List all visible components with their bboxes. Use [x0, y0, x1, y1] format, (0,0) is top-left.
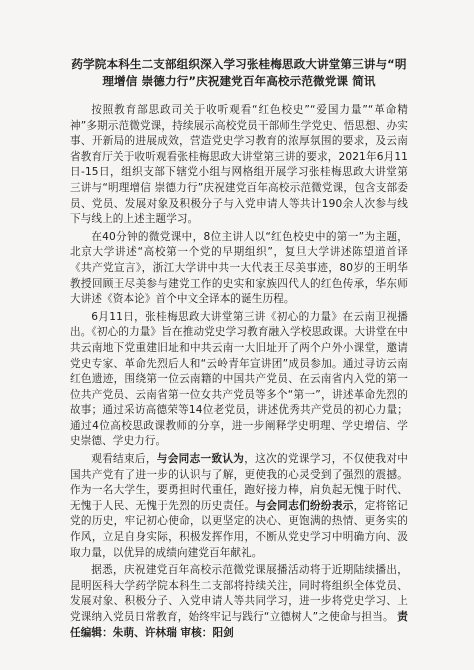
paragraph-4	[70, 452, 408, 561]
paragraph-4-start: 观看结束后，	[91, 453, 157, 466]
paragraph-2: 在40分钟的微党课中，8位主讲人以“红色校史中的第一”为主题，北京大学讲述“高校第一个党的早期组织”，复旦大学讲述陈望道首译《共产党宣言》，浙江大学讲中共一大代表王尽美事迹，80岁的王明华教授回顾王尽美参与建党工作的史实和家族四代人的红色传承，华东师大讲述《资本论》首个中文全译本的诞生历程。	[70, 230, 408, 306]
paragraph-4-end: ，定将铭记党的历史，牢记初心使命，以更坚定的决心、更饱满的热情、更务实的作风，立足自身实际，积极发挥作用，不断从党史学习中明确方向、汲取力量，以优异的成绩向建党百年献礼。	[70, 499, 409, 559]
paragraph-4-emphasis-1: 与会同志一致认为	[156, 453, 245, 466]
editor-credit: 责任编辑：朱萌、许林瑞	[70, 611, 408, 639]
paragraph-5-text: 据悉，庆祝建党百年高校示范微党课展播活动将于近期陆续播出，昆明医科大学药学院本科生二支部将持续关注，同时将组织全体党员、发展对象、积极分子、入党申请人等共同学习，进一步将党史学习、上党课纳入党员日常教育，始终牢记与践行“立德树人”之使命与担当。	[70, 564, 408, 623]
paragraph-4-middle: ，这次的党课学习，不仅使我对中国共产党有了进一步的认识与了解，更使我的心灵受到了强烈的震撼。作为一名大学生，要勇担时代重任，跑好接力棒，肩负起无愧于时代、无愧于人民、无愧于先烈的历史责任。	[70, 453, 408, 512]
paragraph-3: 6月11日，张桂梅思政大讲堂第三讲《初心的力量》在云南卫视播出。《初心的力量》旨在推动党史学习教育融入学校思政课。大讲堂在中共云南地下党重建旧址和中共云南一大旧址开了两个户外小课堂，邀请党史专家、革命先烈后人和“云岭青年宣讲团”成员参加。通过寻访云南红色遗迹，围绕第一位云南籍的中国共产党员、在云南省内入党的第一位共产党员、云南省第一位女共产党员等多个“第一”，讲述革命先烈的故事；通过采访高德荣等14位老党员，讲述优秀共产党员的初心力量；通过4位高校思政课教师的分享，进一步阐释学史明理、学史增信、学史崇德、学史力行。	[70, 310, 408, 448]
paragraph-4-emphasis-2: 与会同志们纷纷表示	[255, 499, 354, 512]
document-title: 药学院本科生二支部组织深入学习张桂梅思政大讲堂第三讲与“明理增信 崇德力行”庆祝建党百年高校示范微党课 简讯	[71, 57, 407, 88]
reviewer-credit: 审核：阳剑	[180, 626, 234, 639]
paragraph-1: 按照教育部思政司关于收听观看“红色校史”“爱国力量”“革命精神”多期示范微党课，持续展示高校党员干部师生学党史、悟思想、办实事、开新局的进展成效，营造党史学习教育的浓厚氛围的要求，及云南省教育厅关于收听观看张桂梅思政大讲堂第三讲的要求，2021年6月11日-15日，组织支部下辖党小组与网格组开展学习张桂梅思政大讲堂第三讲与“明理增信 崇德力行”庆祝建党百年高校示范微党课，包含支部委员、党员、发展对象及积极分子与入党申请人等共计190余人次参与线下与线上的上述主题学习。	[70, 104, 408, 226]
paragraph-5	[70, 563, 408, 641]
